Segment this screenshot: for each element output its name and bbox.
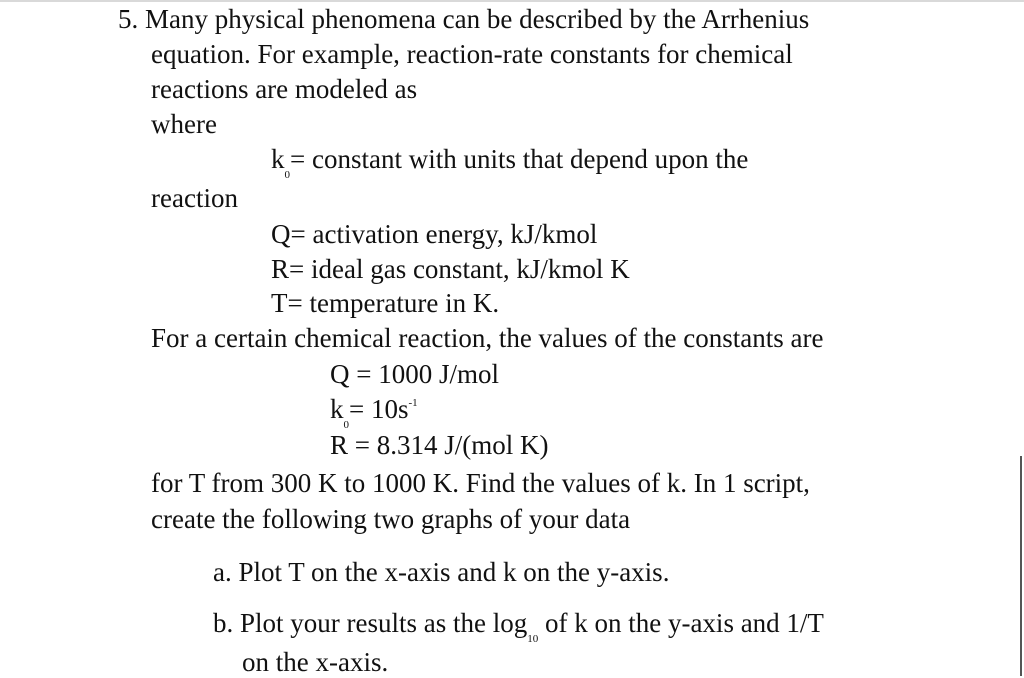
- log-base-subscript: 10: [527, 633, 539, 645]
- top-divider: [0, 0, 1024, 2]
- intro-text-3: reactions are modeled as: [151, 74, 418, 104]
- k0-symbol: k: [271, 144, 285, 174]
- q-definition: Q= activation energy, kJ/kmol: [271, 219, 598, 249]
- k0-value: [330, 393, 418, 431]
- problem-line-1: [118, 3, 809, 35]
- k0-value-exponent: -1: [408, 397, 418, 409]
- t-definition: T= temperature in K.: [271, 288, 500, 318]
- intro-text-1: Many physical phenomena can be described by the Arrhenius: [145, 4, 810, 34]
- r-definition: R= ideal gas constant, kJ/kmol K: [271, 254, 630, 284]
- where-label: where: [151, 109, 217, 139]
- part-a: a. Plot T on the x-axis and k on the y-axis.: [213, 557, 670, 587]
- k0-value-symbol: k: [330, 394, 344, 424]
- k0-definition-text: = constant with units that depend upon the: [290, 144, 749, 174]
- k0-value-subscript: 0: [343, 419, 349, 431]
- range-text-2: create the following two graphs of your data: [151, 504, 631, 534]
- k0-subscript: 0: [284, 169, 290, 181]
- r-value: R = 8.314 J/(mol K): [330, 430, 549, 460]
- intro-text-2: equation. For example, reaction-rate constants for chemical: [151, 39, 793, 69]
- range-text-1: for T from 300 K to 1000 K. Find the values of k. In 1 script,: [151, 468, 810, 498]
- problem-number: 5.: [118, 4, 139, 34]
- values-intro: For a certain chemical reaction, the values of the constants are: [151, 323, 824, 353]
- q-value: Q = 1000 J/mol: [330, 359, 499, 389]
- part-b-line-1: [213, 607, 824, 645]
- k0-definition: [271, 143, 749, 181]
- part-b-line-2: on the x-axis.: [242, 647, 389, 677]
- k0-definition-continued: reaction: [151, 183, 238, 213]
- part-b-pre: b. Plot your results as the log: [213, 608, 528, 638]
- k0-value-text: = 10s: [349, 394, 409, 424]
- part-b-post: of k on the y-axis and 1/T: [538, 608, 824, 638]
- scrollbar-edge: [1020, 456, 1022, 676]
